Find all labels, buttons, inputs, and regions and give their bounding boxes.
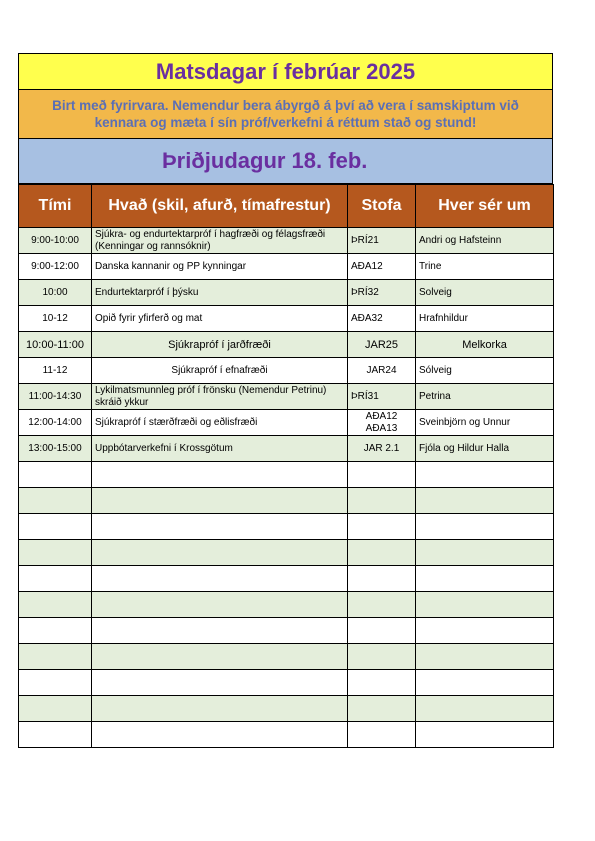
empty-cell bbox=[19, 670, 92, 696]
empty-row bbox=[19, 722, 554, 748]
empty-row bbox=[19, 540, 554, 566]
page-title: Matsdagar í febrúar 2025 bbox=[18, 53, 553, 90]
empty-cell bbox=[416, 722, 554, 748]
empty-cell bbox=[348, 462, 416, 488]
empty-cell bbox=[348, 592, 416, 618]
cell-who: Trine bbox=[416, 254, 554, 280]
empty-cell bbox=[348, 696, 416, 722]
empty-cell bbox=[416, 514, 554, 540]
cell-who: Sólveig bbox=[416, 358, 554, 384]
empty-row bbox=[19, 462, 554, 488]
empty-cell bbox=[348, 566, 416, 592]
empty-row bbox=[19, 644, 554, 670]
notice-text: Birt með fyrirvara. Nemendur bera ábyrgð á því að vera í samskiptum við kennara og mæta í sín próf/verkefni á réttum stað og stund! bbox=[18, 90, 553, 139]
empty-cell bbox=[416, 488, 554, 514]
cell-what: Sjúkrapróf í stærðfræði og eðlisfræði bbox=[92, 410, 348, 436]
empty-row bbox=[19, 696, 554, 722]
table-row bbox=[19, 384, 554, 410]
table-header-row bbox=[19, 185, 554, 228]
empty-row bbox=[19, 618, 554, 644]
empty-cell bbox=[348, 670, 416, 696]
cell-what: Opið fyrir yfirferð og mat bbox=[92, 306, 348, 332]
cell-who: Petrina bbox=[416, 384, 554, 410]
cell-what: Sjúkrapróf í jarðfræði bbox=[92, 332, 348, 358]
cell-who: Melkorka bbox=[416, 332, 554, 358]
empty-cell bbox=[19, 618, 92, 644]
cell-time: 9:00-10:00 bbox=[19, 228, 92, 254]
header-who: Hver sér um bbox=[416, 185, 554, 228]
empty-cell bbox=[416, 540, 554, 566]
cell-time: 10:00 bbox=[19, 280, 92, 306]
empty-cell bbox=[92, 644, 348, 670]
empty-cell bbox=[92, 618, 348, 644]
cell-time: 13:00-15:00 bbox=[19, 436, 92, 462]
empty-cell bbox=[92, 514, 348, 540]
empty-row bbox=[19, 670, 554, 696]
empty-cell bbox=[19, 514, 92, 540]
empty-cell bbox=[416, 618, 554, 644]
empty-cell bbox=[348, 644, 416, 670]
empty-cell bbox=[19, 488, 92, 514]
cell-time: 12:00-14:00 bbox=[19, 410, 92, 436]
cell-who: Sveinbjörn og Unnur bbox=[416, 410, 554, 436]
cell-what: Uppbótarverkefni í Krossgötum bbox=[92, 436, 348, 462]
empty-cell bbox=[92, 566, 348, 592]
empty-row bbox=[19, 514, 554, 540]
empty-row bbox=[19, 488, 554, 514]
cell-who: Hrafnhildur bbox=[416, 306, 554, 332]
cell-room: ÞRÍ21 bbox=[348, 228, 416, 254]
empty-cell bbox=[348, 540, 416, 566]
empty-cell bbox=[19, 592, 92, 618]
empty-cell bbox=[19, 540, 92, 566]
empty-cell bbox=[19, 462, 92, 488]
empty-cell bbox=[348, 514, 416, 540]
cell-time: 11:00-14:30 bbox=[19, 384, 92, 410]
cell-room: ÞRÍ32 bbox=[348, 280, 416, 306]
empty-cell bbox=[416, 462, 554, 488]
cell-who: Solveig bbox=[416, 280, 554, 306]
empty-cell bbox=[416, 644, 554, 670]
cell-who: Fjóla og Hildur Halla bbox=[416, 436, 554, 462]
empty-cell bbox=[416, 696, 554, 722]
cell-time: 10:00-11:00 bbox=[19, 332, 92, 358]
cell-room: AÐA12 AÐA13 bbox=[348, 410, 416, 436]
header-room: Stofa bbox=[348, 185, 416, 228]
cell-what: Endurtektarpróf í þýsku bbox=[92, 280, 348, 306]
empty-cell bbox=[348, 488, 416, 514]
cell-what: Sjúkra- og endurtektarpróf í hagfræði og félagsfræði (Kenningar og rannsóknir) bbox=[92, 228, 348, 254]
header-what: Hvað (skil, afurð, tímafrestur) bbox=[92, 185, 348, 228]
schedule-sheet bbox=[18, 53, 553, 748]
table-row bbox=[19, 228, 554, 254]
cell-room: ÞRÍ31 bbox=[348, 384, 416, 410]
empty-row bbox=[19, 566, 554, 592]
cell-room: AÐA12 bbox=[348, 254, 416, 280]
cell-who: Andri og Hafsteinn bbox=[416, 228, 554, 254]
empty-cell bbox=[92, 462, 348, 488]
empty-cell bbox=[92, 696, 348, 722]
empty-cell bbox=[92, 722, 348, 748]
cell-what: Lykilmatsmunnleg próf í frönsku (Nemendur Petrinu) skráið ykkur bbox=[92, 384, 348, 410]
cell-time: 9:00-12:00 bbox=[19, 254, 92, 280]
empty-cell bbox=[92, 540, 348, 566]
cell-room: JAR25 bbox=[348, 332, 416, 358]
empty-cell bbox=[416, 566, 554, 592]
empty-row bbox=[19, 592, 554, 618]
empty-cell bbox=[19, 644, 92, 670]
cell-time: 11-12 bbox=[19, 358, 92, 384]
cell-room: JAR 2.1 bbox=[348, 436, 416, 462]
empty-cell bbox=[92, 670, 348, 696]
table-row bbox=[19, 306, 554, 332]
cell-time: 10-12 bbox=[19, 306, 92, 332]
table-row bbox=[19, 254, 554, 280]
empty-cell bbox=[19, 696, 92, 722]
cell-what: Sjúkrapróf í efnafræði bbox=[92, 358, 348, 384]
day-heading: Þriðjudagur 18. feb. bbox=[18, 139, 553, 184]
table-row bbox=[19, 332, 554, 358]
table-row bbox=[19, 410, 554, 436]
empty-cell bbox=[19, 566, 92, 592]
cell-room: JAR24 bbox=[348, 358, 416, 384]
empty-cell bbox=[416, 592, 554, 618]
empty-cell bbox=[348, 722, 416, 748]
schedule-table bbox=[18, 184, 554, 748]
table-row bbox=[19, 358, 554, 384]
cell-room: AÐA32 bbox=[348, 306, 416, 332]
table-row bbox=[19, 280, 554, 306]
empty-cell bbox=[348, 618, 416, 644]
empty-cell bbox=[19, 722, 92, 748]
empty-cell bbox=[416, 670, 554, 696]
header-time: Tími bbox=[19, 185, 92, 228]
table-row bbox=[19, 436, 554, 462]
empty-cell bbox=[92, 592, 348, 618]
cell-what: Danska kannanir og PP kynningar bbox=[92, 254, 348, 280]
table-body bbox=[19, 228, 554, 748]
empty-cell bbox=[92, 488, 348, 514]
